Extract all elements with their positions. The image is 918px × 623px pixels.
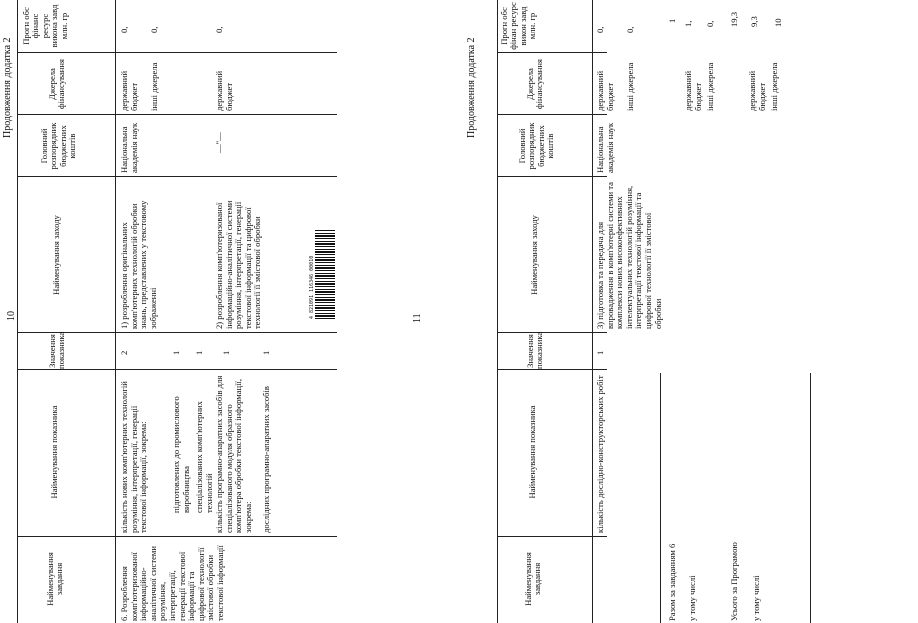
- measure-1: 1) розроблення оригінальних комп'ютерних технологій обробки знань, представлених у текстовому зображенні: [119, 200, 158, 329]
- total-task-6: Разом за завданням 6: [667, 543, 677, 621]
- col-divider-b6: [497, 52, 607, 53]
- col-divider-b3: [497, 332, 607, 333]
- header-bottom-border-b: [592, 0, 593, 623]
- col-divider-4: [17, 176, 337, 177]
- sum-val-3: 9,3: [749, 16, 759, 27]
- indicator-2: кількість програмно-апаратних засобів для спеціалізованого модуля образного комп'ютера обробки текстової інформації, зокрема:: [214, 375, 253, 533]
- header-main-manager-b: Головний розпорядник бюджетних коштів: [517, 122, 556, 170]
- sum-val-2: 0,: [705, 20, 715, 27]
- totals-separator-2: [810, 373, 811, 623]
- col-divider-1: [17, 536, 337, 537]
- continuation-label-bottom: Продовження додатка 2: [466, 37, 477, 138]
- barcode-text: 4 821091 116346 00010: [309, 255, 315, 319]
- header-task-name: Найменування завдання: [45, 552, 65, 606]
- sum-total-1: 1: [667, 18, 677, 23]
- continuation-label-top: Продовження додатка 2: [2, 37, 13, 138]
- source-other-1: інші джерела: [149, 62, 159, 111]
- measure-2: 2) розроблення комп'ютеризованої інформаційно-аналітичної системи розуміння, інтерпретації, генерації текстової інформації та цифрової технології її змістової обробки: [214, 200, 263, 329]
- value-2: 1: [171, 350, 181, 355]
- page-number-bottom: 11: [412, 313, 423, 323]
- totals-separator-1: [660, 373, 661, 623]
- header-bottom-border: [115, 0, 116, 623]
- col-divider-5: [17, 114, 337, 115]
- header-measure-name-b: Найменування заходу: [529, 215, 539, 295]
- value-1: 2: [119, 350, 129, 355]
- col-divider-b2: [497, 369, 607, 370]
- header-task-name-b: Найменування завдання: [523, 552, 543, 606]
- barcode-graphic: [315, 229, 335, 319]
- indicator-2a: дослідних програмно-апаратних засобів: [261, 386, 271, 533]
- source-state-2: державний бюджет: [214, 70, 234, 111]
- sum-val-4: 10: [773, 18, 783, 27]
- source-other-b1: інші джерела: [625, 62, 635, 111]
- header-indicator-value-b: Значення показника: [525, 331, 545, 369]
- header-indicator-name-b: Найменування показника: [527, 405, 537, 499]
- col-divider-b4: [497, 176, 607, 177]
- table-top-border-b: [497, 0, 498, 623]
- source-state-1: державний бюджет: [119, 70, 139, 111]
- indicator-1b: спеціалізованих комп'ютерних технологій: [194, 401, 214, 513]
- sum-other-2: інші джерела: [769, 62, 779, 111]
- value-4: 1: [221, 350, 231, 355]
- amount-3: 0,: [214, 26, 224, 33]
- header-forecast-b: Прогн обс фінан ресурс викон завд млн. гр: [499, 2, 538, 50]
- col-divider-b5: [497, 114, 607, 115]
- amount-b2: 0,: [625, 26, 635, 33]
- sum-total-2: 19,3: [729, 11, 739, 27]
- header-indicator-value: Значення показника: [47, 331, 67, 369]
- indicator-1: кількість нових комп'ютерних технологій розуміння, інтерпретації, генерації текстової інформації, зокрема:: [119, 381, 149, 533]
- page-number-top: 10: [6, 311, 17, 321]
- value-dkr: 1: [595, 350, 605, 355]
- manager-b1: Національна академія наук: [595, 122, 615, 173]
- header-main-manager: Головний розпорядник бюджетних коштів: [39, 122, 78, 170]
- table-top-border: [17, 0, 18, 623]
- amount-2: 0,: [149, 26, 159, 33]
- sum-state-2: державний бюджет: [747, 70, 767, 111]
- manager-2: —"—: [214, 132, 224, 153]
- including-2: у тому числі: [751, 575, 761, 621]
- header-forecast: Прогн обс фінанс ресурс викона завд млн. гр: [21, 4, 69, 48]
- indicator-1a: підготовлених до промислового виробництва: [171, 396, 191, 513]
- amount-1: 0,: [119, 26, 129, 33]
- col-divider-6: [17, 52, 337, 53]
- amount-b1: 0,: [595, 26, 605, 33]
- header-funding-sources-b: Джерела фінансування: [525, 59, 545, 109]
- task-6-name: 6. Розроблення комп'ютеризованої інформаційно-аналітичної системи розуміння, інтерпретації, генерації текстової інформації та цифрової технології змістової обробки текстової інформації: [119, 545, 225, 621]
- header-indicator-name: Найменування показника: [49, 405, 59, 499]
- measure-3: 3) підготовка та передача для впровадження в комп'ютерні системи та комплекси нових високоефективних інтелектуальних технологій розуміння, інтерпретації текстової інформації та цифрової технології її змістової обробки: [595, 182, 663, 329]
- col-divider-b1: [497, 536, 607, 537]
- sum-other-1: інші джерела: [705, 62, 715, 111]
- header-funding-sources: Джерела фінансування: [47, 59, 67, 109]
- source-state-b1: державний бюджет: [595, 70, 615, 111]
- col-divider-2: [17, 369, 337, 370]
- sum-state-1: державний бюджет: [683, 70, 703, 111]
- total-program: Усього за Програмою: [729, 542, 739, 621]
- value-3: 1: [194, 350, 204, 355]
- manager-1: Національна академія наук: [119, 122, 139, 173]
- value-5: 1: [261, 350, 271, 355]
- indicator-dkr: кількість дослідно-конструкторських робіт: [595, 375, 605, 533]
- sum-val-1: 1,: [683, 20, 693, 27]
- header-measure-name: Найменування заходу: [51, 215, 61, 295]
- including-1: у тому числі: [687, 575, 697, 621]
